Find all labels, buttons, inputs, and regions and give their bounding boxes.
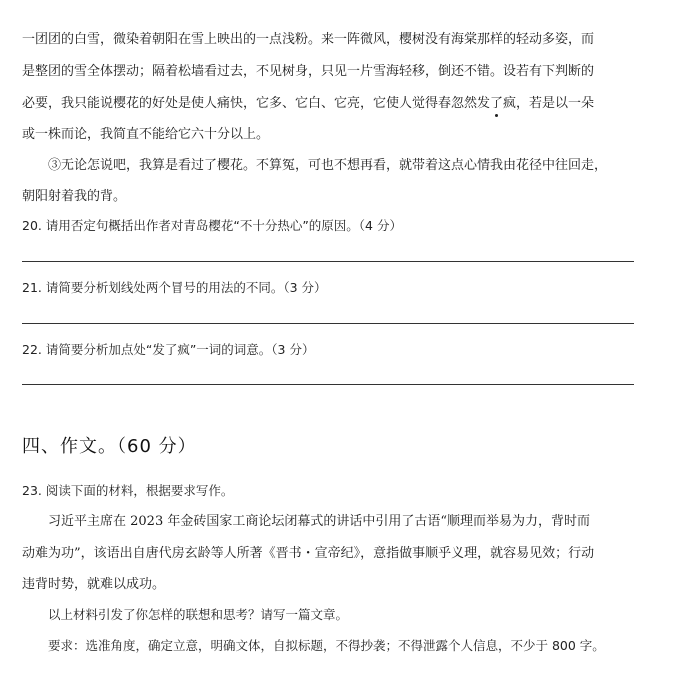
answer-line <box>22 384 634 385</box>
passage-line: 朝阳射着我的背。 <box>22 189 127 204</box>
question-20: 20. 请用否定句概括出作者对青岛樱花“不十分热心”的原因。（4 分） <box>22 218 402 233</box>
passage-line: 一团团的白雪，微染着朝阳在雪上映出的一点浅粉。来一阵微风，樱树没有海棠那样的轻动多姿，而 <box>22 32 595 47</box>
section-heading: 四、作文。（60 分） <box>22 436 197 457</box>
material-line: 动难为功”，该语出自唐代房玄龄等人所著《晋书・宣帝纪》，意指做事顺乎义理，就容易见效；行动 <box>22 546 595 561</box>
passage-line: 或一株而论，我简直不能给它六十分以上。 <box>22 127 270 142</box>
passage-text: 必要，我只能说樱花的好处是使人痛快，它多、它白、它亮，它使人觉得春忽然 <box>22 96 478 111</box>
passage-text: ，若是以一朵 <box>516 96 595 111</box>
passage-line: 是整团的雪全体摆动；隔着松墙看过去，不见树身，只见一片雪海轻移，倒还不错。设若有下判断的 <box>22 64 595 79</box>
question-23: 23. 阅读下面的材料，根据要求写作。 <box>22 483 234 498</box>
essay-requirements: 要求：选准角度，确定立意，明确文体，自拟标题，不得抄袭；不得泄露个人信息，不少于 800 字。 <box>48 638 605 653</box>
essay-prompt: 以上材料引发了你怎样的联想和思考？请写一篇文章。 <box>48 607 349 622</box>
question-22: 22. 请简要分析加点处“发了疯”一词的词意。（3 分） <box>22 342 315 357</box>
material-line: 习近平主席在 2023 年金砖国家工商论坛闭幕式的讲话中引用了古语“顺理而举易为力，背时而 <box>48 514 590 529</box>
question-21: 21. 请简要分析划线处两个冒号的用法的不同。（3 分） <box>22 280 327 295</box>
passage-line <box>22 95 594 113</box>
dotted-phrase: 发了疯 <box>477 96 517 111</box>
material-line: 违背时势，就难以成功。 <box>22 577 166 592</box>
answer-line <box>22 261 634 262</box>
passage-line: ③无论怎说吧，我算是看过了樱花。不算冤，可也不想再看，就带着这点心情我由花径中往回走， <box>48 158 608 173</box>
answer-line <box>22 323 634 324</box>
